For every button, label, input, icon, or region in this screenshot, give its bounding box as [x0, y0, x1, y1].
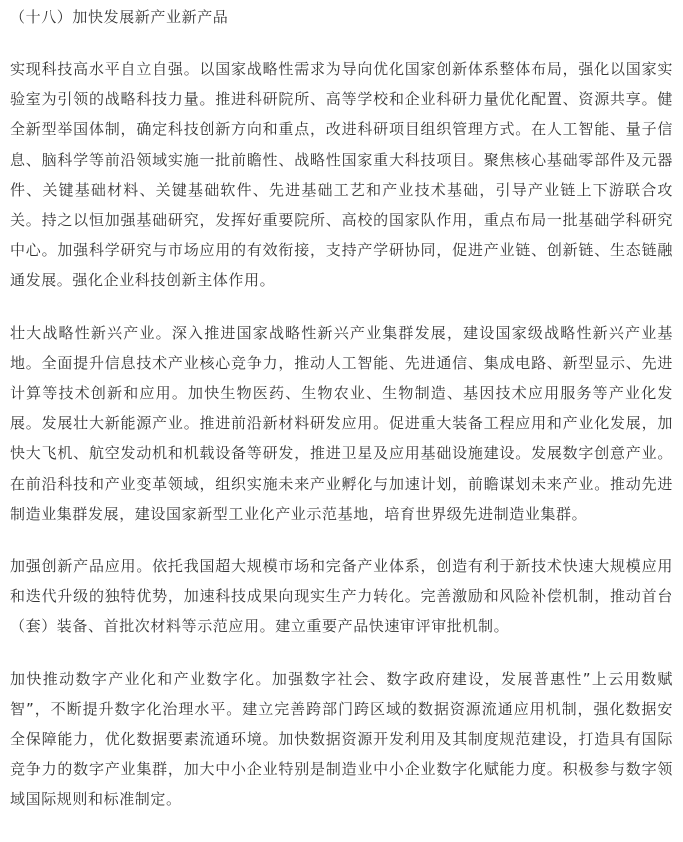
paragraph-innovative-products: 加强创新产品应用。依托我国超大规模市场和完备产业体系，创造有利于新技术快速大规模应用和迭代升级的独特优势，加速科技成果向现实生产力转化。完善激励和风险补偿机制，推动首台（套）装备、首批次材料等示范应用。建立重要产品快速审评审批机制。 [10, 557, 673, 636]
paragraph-tech-self-reliance: 实现科技高水平自立自强。以国家战略性需求为导向优化国家创新体系整体布局，强化以国家实验室为引领的战略科技力量。推进科研院所、高等学校和企业科研力量优化配置、资源共享。健全新型举国体制，确定科技创新方向和重点，改进科研项目组织管理方式。在人工智能、量子信息、脑科学等前沿领域实施一批前瞻性、战略性国家重大科技项目。聚焦核心基础零部件及元器件、关键基础材料、关键基础软件、先进基础工艺和产业技术基础，引导产业链上下游联合攻关。持之以恒加强基础研究，发挥好重要院所、高校的国家队作用，重点布局一批基础学科研究中心。加强科学研究与市场应用的有效衔接，支持产学研协同，促进产业链、创新链、生态链融通发展。强化企业科技创新主体作用。 [10, 60, 673, 290]
paragraph-emerging-industries: 壮大战略性新兴产业。深入推进国家战略性新兴产业集群发展，建设国家级战略性新兴产业基地。全面提升信息技术产业核心竞争力，推动人工智能、先进通信、集成电路、新型显示、先进计算等技术创新和应用。加快生物医药、生物农业、生物制造、基因技术应用服务等产业化发展。发展壮大新能源产业。推进前沿新材料研发应用。促进重大装备工程应用和产业化发展，加快大飞机、航空发动机和机载设备等研发，推进卫星及应用基础设施建设。发展数字创意产业。在前沿科技和产业变革领域，组织实施未来产业孵化与加速计划，前瞻谋划未来产业。推动先进制造业集群发展，建设国家新型工业化产业示范基地，培育世界级先进制造业集群。 [10, 323, 673, 523]
paragraph-digital-industry: 加快推动数字产业化和产业数字化。加强数字社会、数字政府建设，发展普惠性”上云用数赋智”，不断提升数字化治理水平。建立完善跨部门跨区域的数据资源流通应用机制，强化数据安全保障能力，优化数据要素流通环境。加快数据资源开发利用及其制度规范建设，打造具有国际竞争力的数字产业集群，加大中小企业特别是制造业中小企业数字化赋能力度。积极参与数字领域国际规则和标准制定。 [10, 669, 673, 809]
section-heading: （十八）加快发展新产业新产品 [10, 8, 229, 26]
